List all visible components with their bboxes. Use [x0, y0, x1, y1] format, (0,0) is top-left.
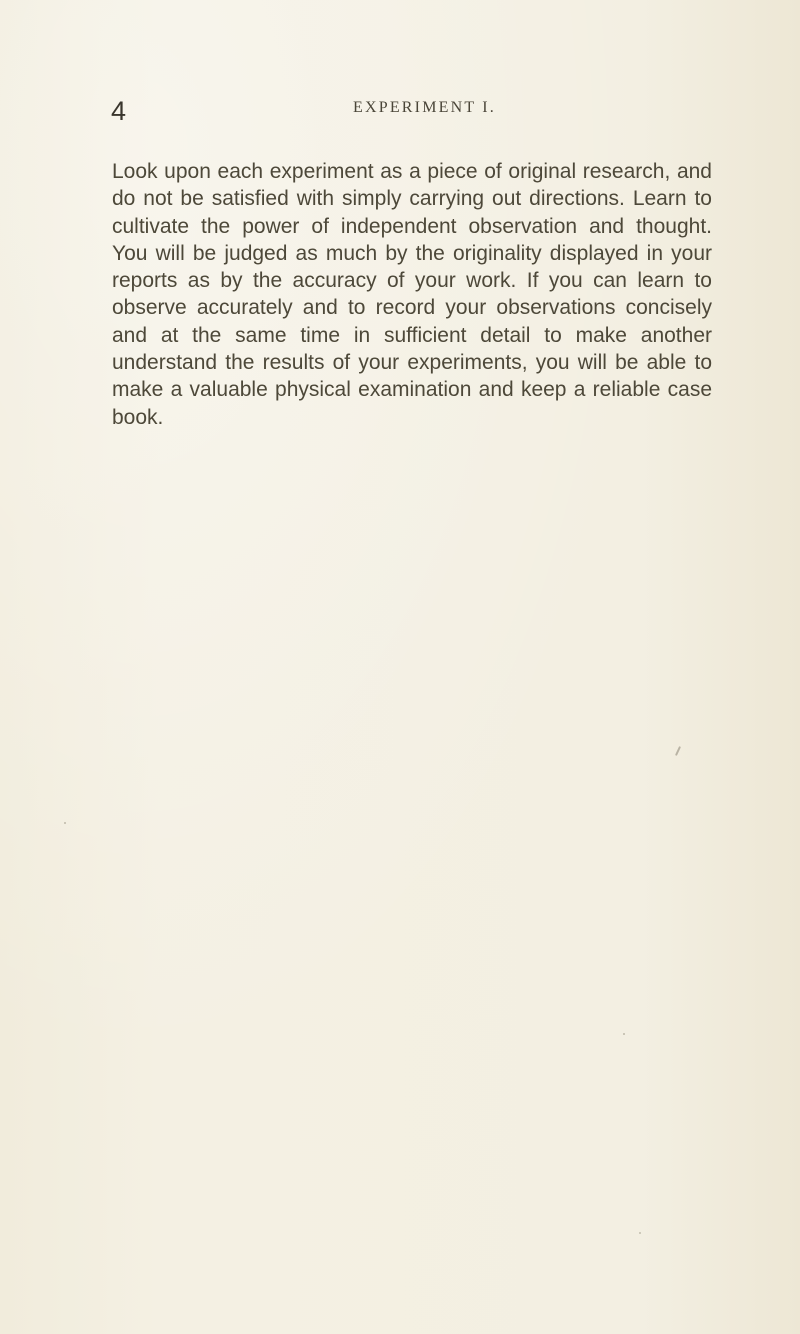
- paper-speck: [675, 746, 681, 756]
- body-paragraph: Look upon each experiment as a piece of original research, and do not be satisfied with simply carrying out directions. Learn to cultivate the power of independent observation and thought. You will be judged as much by the originality displayed in your reports as by the accuracy of your work. If you can learn to observe accurately and to record your observations concisely and at the same time in sufficient detail to make another understand the results of your experiments, you will be able to make a valuable physical examination and keep a reliable case book.: [112, 160, 712, 429]
- paper-speck: [623, 1033, 625, 1035]
- page-number: 4: [111, 96, 127, 126]
- running-head: EXPERIMENT I.: [353, 99, 496, 116]
- paper-speck: [64, 822, 66, 824]
- paper-speck: [639, 1232, 641, 1234]
